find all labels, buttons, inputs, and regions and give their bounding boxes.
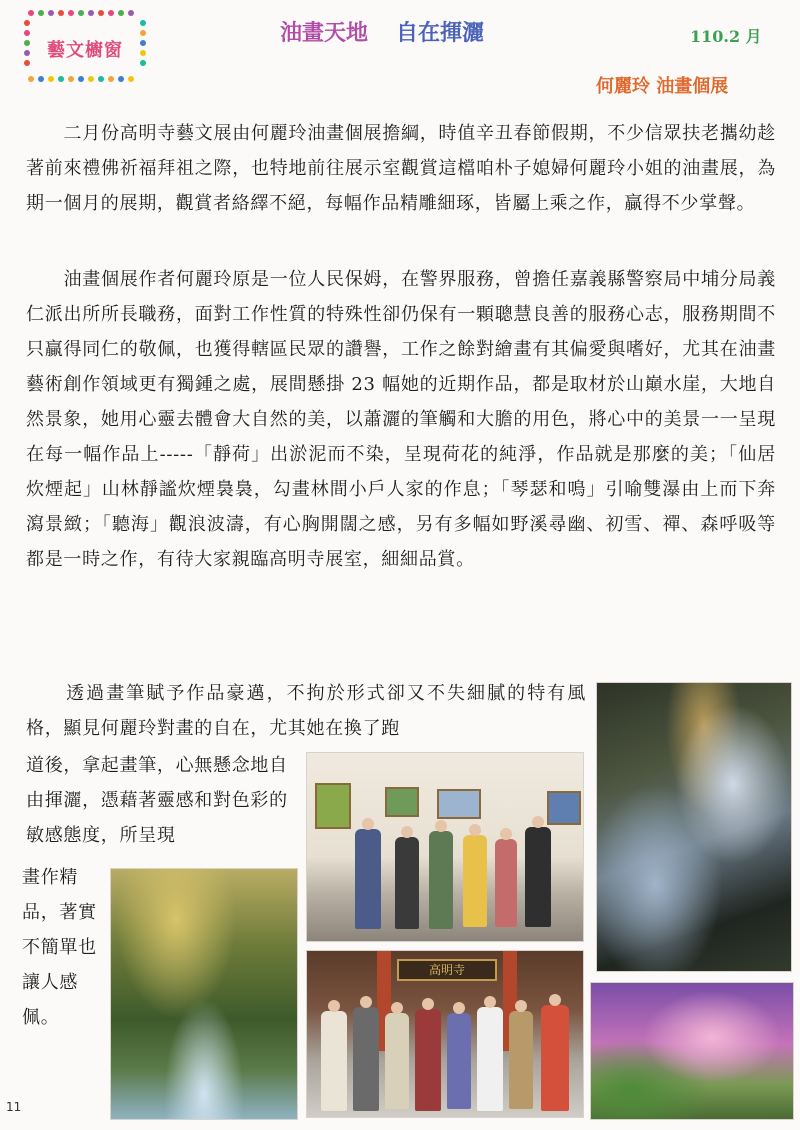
logo-dot xyxy=(68,10,74,16)
logo-dot xyxy=(140,60,146,66)
paragraph-3: 透過畫筆賦予作品豪邁，不拘於形式卻又不失細膩的特有風格，顯見何麗玲對畫的自在，尤其她在換了跑 xyxy=(26,683,586,739)
logo-dot xyxy=(24,50,30,56)
person xyxy=(395,837,419,929)
paragraph-2: 油畫個展作者何麗玲原是一位人民保姆，在警界服務，曾擔任嘉義縣警察局中埔分局義仁派出所所長職務，面對工作性質的特殊性卻仍保有一顆聰慧良善的服務心志，服務期間不只贏得同仁的敬佩，也獲得轄區民眾的讚譽，工作之餘對繪畫有其偏愛與嗜好，尤其在油畫藝術創作領域更有獨鍾之處，展間懸掛 23 幅她的近期作品，都是取材於山巔水崖，大地自然景象，她用心靈去體會大自然的美，以蕭灑的筆觸和大膽的用色，將心中的美景一一呈現在每一幅作品上-----「靜荷」出淤泥而不染，呈現荷花的純淨，作品就是那麼的美；「仙居炊煙起」山林靜謐炊煙裊裊，勾畫林間小戶人家的作息；「琴瑟和鳴」引喻雙瀑由上而下奔瀉景緻；「聽海」觀浪波濤，有心胸開闊之感，另有多幅如野溪尋幽、初雪、禪、森呼吸等都是一時之作，有待大家親臨高明寺展室，細細品賞。 xyxy=(26,269,776,570)
logo-dot xyxy=(140,20,146,26)
page-title xyxy=(280,16,484,47)
logo-dot xyxy=(128,76,134,82)
wall-painting xyxy=(315,783,351,829)
logo-dot xyxy=(38,76,44,82)
oil-painting-stream xyxy=(110,868,298,1120)
wall-painting xyxy=(437,789,481,819)
logo-dot xyxy=(28,76,34,82)
person xyxy=(355,829,381,929)
logo-dot xyxy=(48,10,54,16)
logo-dot xyxy=(118,76,124,82)
article-subtitle: 何麗玲 油畫個展 xyxy=(596,76,729,97)
person xyxy=(495,839,517,927)
logo-dot xyxy=(98,10,104,16)
logo-dot xyxy=(58,76,64,82)
logo-dot xyxy=(78,76,84,82)
person xyxy=(385,1013,409,1109)
person xyxy=(477,1007,503,1111)
person xyxy=(447,1013,471,1109)
logo-dot xyxy=(24,40,30,46)
logo-dot xyxy=(88,76,94,82)
title-part-1: 油畫天地 xyxy=(280,21,369,46)
page-number: 11 xyxy=(6,1100,22,1114)
logo-dot xyxy=(128,10,134,16)
photo-group-temple-gate xyxy=(306,950,584,1118)
temple-signboard xyxy=(397,959,497,981)
person xyxy=(525,827,551,927)
logo-dot xyxy=(28,10,34,16)
issue-date: 110.2 月 xyxy=(690,27,762,46)
person xyxy=(463,835,487,927)
paragraph-3-end: 畫作精品，著實不簡單也讓人感佩。 xyxy=(22,867,97,1028)
paragraph-1: 二月份高明寺藝文展由何麗玲油畫個展擔綱，時值辛丑春節假期，不少信眾扶老攜幼趁著前來禮佛祈福拜祖之際，也特地前往展示室觀賞這檔咱朴子媳婦何麗玲小姐的油畫展，為期一個月的展期，觀賞者絡繹不絕，每幅作品精雕細琢，皆屬上乘之作，贏得不少掌聲。 xyxy=(26,123,776,214)
person xyxy=(321,1011,347,1111)
logo-dot xyxy=(24,60,30,66)
wall-painting xyxy=(547,791,581,825)
logo xyxy=(22,6,148,86)
logo-dot xyxy=(24,20,30,26)
logo-dot xyxy=(38,10,44,16)
oil-painting-purple-forest xyxy=(590,982,794,1120)
logo-dot xyxy=(48,76,54,82)
logo-dot xyxy=(98,76,104,82)
person xyxy=(541,1005,569,1111)
person xyxy=(509,1011,533,1109)
logo-dot xyxy=(68,76,74,82)
temple-sign-text: 高明寺 xyxy=(428,963,465,977)
logo-dot xyxy=(24,30,30,36)
oil-painting-cliff xyxy=(596,682,792,972)
logo-dot xyxy=(118,10,124,16)
logo-text: 藝文櫥窗 xyxy=(47,40,123,61)
person xyxy=(415,1009,441,1111)
logo-dot xyxy=(140,40,146,46)
photo-group-exhibition-room xyxy=(306,752,584,942)
paragraph-3-continued: 道後，拿起畫筆，心無懸念地自由揮灑，憑藉著靈感和對色彩的敏感態度，所呈現 xyxy=(26,755,288,846)
wall-painting xyxy=(385,787,419,817)
logo-dot xyxy=(58,10,64,16)
logo-dot xyxy=(108,76,114,82)
logo-dot xyxy=(88,10,94,16)
logo-dot xyxy=(140,50,146,56)
title-part-2: 自在揮灑 xyxy=(396,21,485,46)
logo-dot xyxy=(108,10,114,16)
person xyxy=(429,831,453,929)
person xyxy=(353,1007,379,1111)
logo-dot xyxy=(78,10,84,16)
logo-dot xyxy=(140,30,146,36)
